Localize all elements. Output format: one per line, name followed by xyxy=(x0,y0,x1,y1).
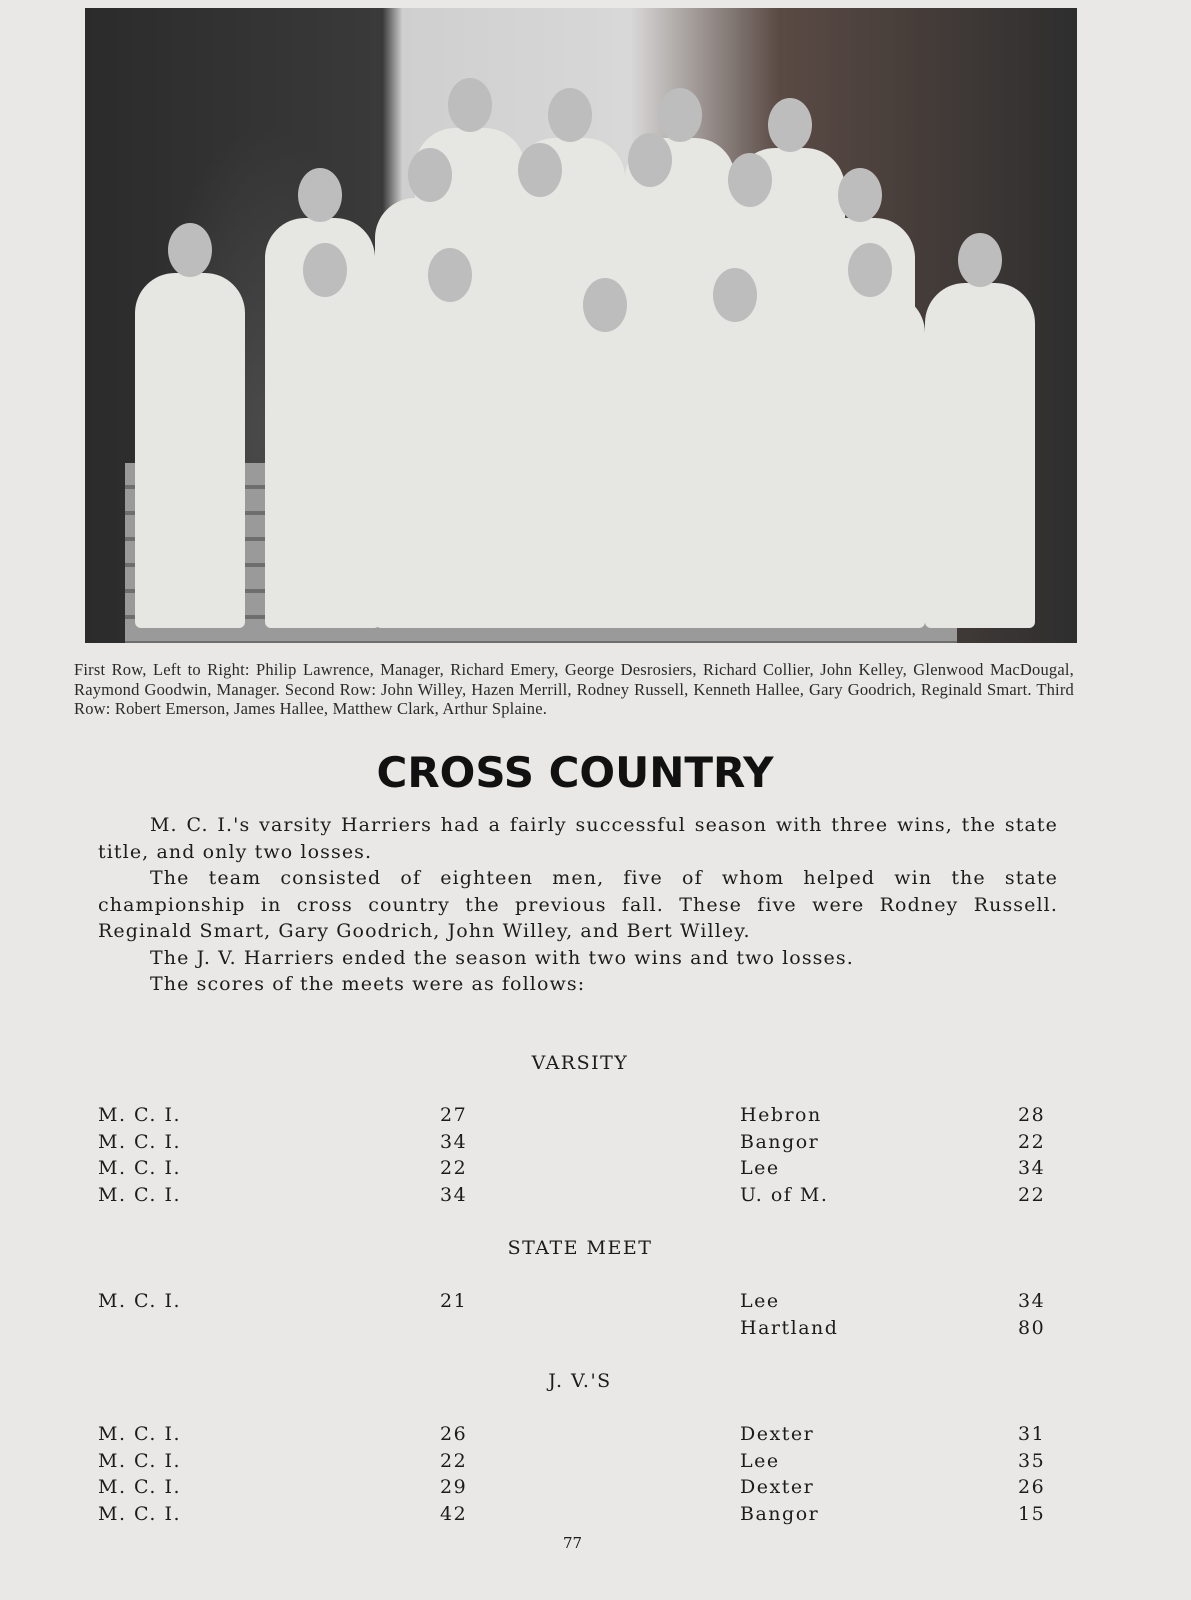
opponent: Hartland xyxy=(740,1317,839,1339)
team: M. C. I. xyxy=(98,1184,182,1206)
team: M. C. I. xyxy=(98,1503,182,1525)
section-heading: J. V.'S xyxy=(548,1370,612,1392)
team-member-head xyxy=(518,143,562,197)
team-member-figure xyxy=(550,328,660,628)
opponent: Lee xyxy=(740,1450,780,1472)
team-member-head xyxy=(548,88,592,142)
team: M. C. I. xyxy=(98,1290,182,1312)
opponent: Hebron xyxy=(740,1104,822,1126)
team-member-head xyxy=(728,153,772,207)
team: M. C. I. xyxy=(98,1423,182,1445)
opponent: Bangor xyxy=(740,1503,820,1525)
team-member-head xyxy=(408,148,452,202)
opponent: Bangor xyxy=(740,1131,820,1153)
opponent: Dexter xyxy=(740,1476,815,1498)
score-row xyxy=(98,1290,1058,1317)
team-member-head xyxy=(583,278,627,332)
team-member-head xyxy=(658,88,702,142)
paragraph: M. C. I.'s varsity Harriers had a fairly successful season with three wins, the state title, and only two losses. xyxy=(98,814,1058,863)
score-row xyxy=(98,1184,1058,1211)
opponent-score: 35 xyxy=(1018,1450,1046,1472)
team-score: 27 xyxy=(440,1104,468,1126)
opponent: Dexter xyxy=(740,1423,815,1445)
team: M. C. I. xyxy=(98,1131,182,1153)
team-member-head xyxy=(428,248,472,302)
opponent-score: 26 xyxy=(1018,1476,1046,1498)
team-member-head xyxy=(958,233,1002,287)
team-member-head xyxy=(298,168,342,222)
opponent-score: 15 xyxy=(1018,1503,1046,1525)
team-member-figure xyxy=(925,283,1035,628)
team-score: 22 xyxy=(440,1157,468,1179)
team-member-head xyxy=(768,98,812,152)
team-member-head xyxy=(448,78,492,132)
opponent-score: 34 xyxy=(1018,1290,1046,1312)
team: M. C. I. xyxy=(98,1476,182,1498)
team-member-head xyxy=(838,168,882,222)
team-member-head xyxy=(848,243,892,297)
photo-caption: First Row, Left to Right: Philip Lawrence, Manager, Richard Emery, George Desrosiers, Richard Collier, John Kelley, Glenwood MacDougal, Raymond Goodwin, Manager. Second Row: John Willey, Hazen Merrill, Rodney Russell, Kenneth Hallee, Gary Goodrich, Reginald Smart. Third Row: Robert Emerson, James Hallee, Matthew Clark, Arthur Splaine. xyxy=(74,660,1074,718)
opponent-score: 80 xyxy=(1018,1317,1046,1339)
opponent: Lee xyxy=(740,1157,780,1179)
team-member-head xyxy=(303,243,347,297)
team: M. C. I. xyxy=(98,1450,182,1472)
score-row xyxy=(98,1503,1058,1530)
opponent-score: 28 xyxy=(1018,1104,1046,1126)
score-row xyxy=(98,1423,1058,1450)
team-score: 34 xyxy=(440,1131,468,1153)
opponent: U. of M. xyxy=(740,1184,829,1206)
paragraph: The team consisted of eighteen men, five of whom helped win the state championship in cross country the previous fall. These five were Rodney Russell. Reginald Smart, Gary Goodrich, John Willey, and Bert Willey. xyxy=(98,867,1058,942)
page-number: 77 xyxy=(563,1534,583,1552)
team-member-figure xyxy=(680,318,790,628)
team-score: 34 xyxy=(440,1184,468,1206)
team-score: 26 xyxy=(440,1423,468,1445)
team: M. C. I. xyxy=(98,1157,182,1179)
score-row xyxy=(98,1157,1058,1184)
team-score: 42 xyxy=(440,1503,468,1525)
score-row xyxy=(98,1317,1058,1344)
paragraph: The scores of the meets were as follows: xyxy=(150,973,586,995)
opponent-score: 31 xyxy=(1018,1423,1046,1445)
team: M. C. I. xyxy=(98,1104,182,1126)
article-body xyxy=(98,812,1058,998)
score-row xyxy=(98,1104,1058,1131)
opponent-score: 34 xyxy=(1018,1157,1046,1179)
paragraph: The J. V. Harriers ended the season with two wins and two losses. xyxy=(150,946,854,969)
section-heading: STATE MEET xyxy=(507,1237,653,1259)
team-member-head xyxy=(628,133,672,187)
score-row xyxy=(98,1476,1058,1503)
team-member-head xyxy=(168,223,212,277)
opponent: Lee xyxy=(740,1290,780,1312)
team-member-figure xyxy=(270,293,380,628)
opponent-score: 22 xyxy=(1018,1184,1046,1206)
team-score: 21 xyxy=(440,1290,468,1312)
team-member-figure xyxy=(135,273,245,628)
team-score: 29 xyxy=(440,1476,468,1498)
section-heading: VARSITY xyxy=(531,1052,629,1074)
score-row xyxy=(98,1131,1058,1158)
opponent-score: 22 xyxy=(1018,1131,1046,1153)
team-member-head xyxy=(713,268,757,322)
page-title: CROSS COUNTRY xyxy=(376,748,774,797)
team-member-figure xyxy=(395,298,505,628)
team-score: 22 xyxy=(440,1450,468,1472)
team-member-figure xyxy=(815,293,925,628)
score-row xyxy=(98,1450,1058,1477)
team-photo xyxy=(85,8,1077,643)
